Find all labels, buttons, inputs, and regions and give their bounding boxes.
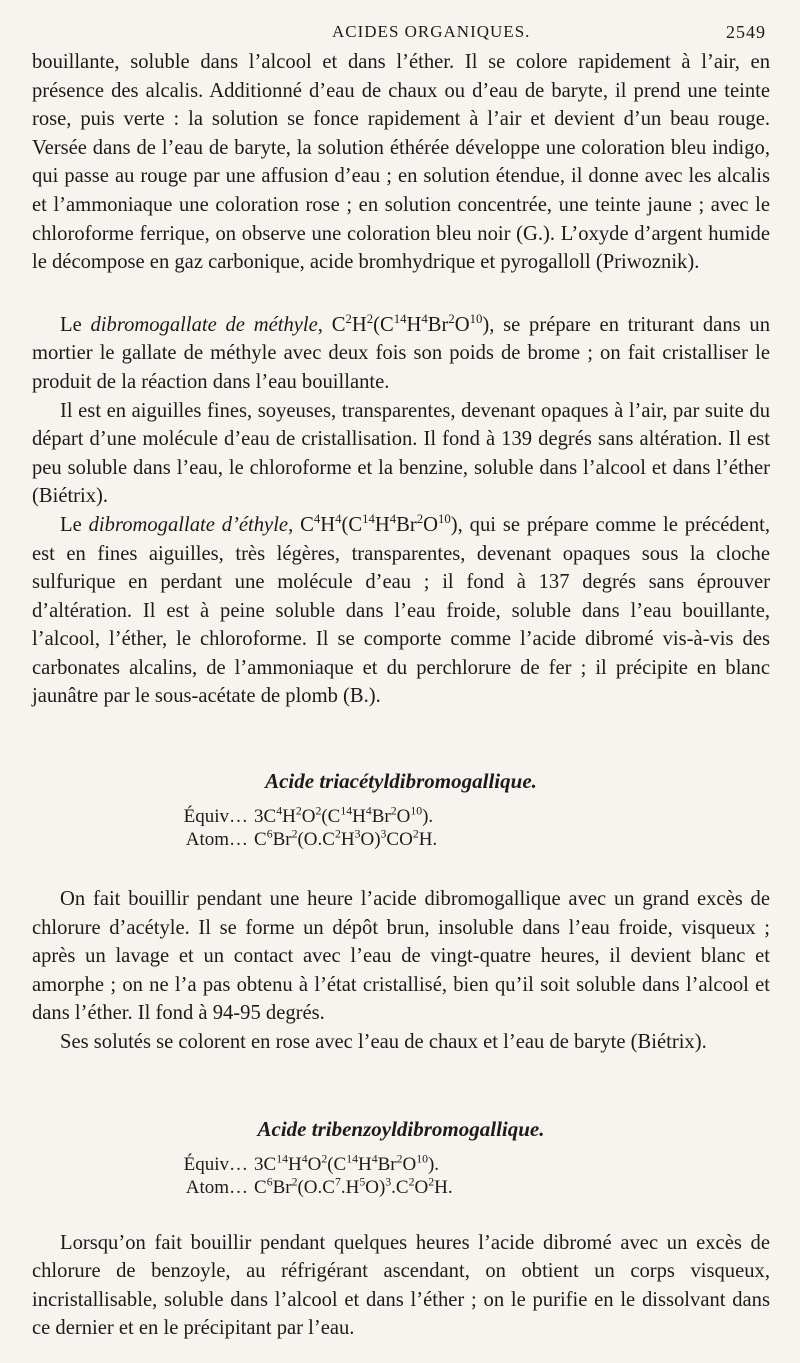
paragraph: Il est en aiguilles fines, soyeuses, transparentes, devenant opaques à l’air, par suite du départ d’une molécule d’eau de cristallisation. Il fond à 139 degrés sans altération. Il est peu soluble dans l’eau, le chloroforme et la benzine, soluble dans l’alcool et dans l’éther (Biétrix).	[32, 399, 770, 508]
compound-name: dibromogallate de méthyle	[90, 313, 318, 336]
paragraph: On fait bouillir pendant une heure l’acide dibromogallique avec un grand excès de chlorure d’acétyle. Il se forme un dépôt brun, insoluble dans l’eau froide, visqueux ; après un lavage et un contact avec l’eau de vingt-quatre heures, il devient blanc et amorphe ; on ne l’a pas obtenu à l’état cristallisé, bien qu’il soit soluble dans l’alcool et dans l’éther. Il fond à 94-95 degrés.	[32, 888, 770, 1025]
chemical-formula: $C^4H^4(C^{14}H^4Br^2O^{10})$	[300, 512, 458, 536]
formula-label: Atom…	[185, 1176, 248, 1198]
section-title: Acide tribenzoyldibromogallique.	[257, 1116, 545, 1141]
paragraph: bouillante, soluble dans l’alcool et dans l’éther. Il se colore rapidement à l’air, en présence des alcalis. Additionné d’eau de chaux ou d’eau de baryte, il prend une teinte rose, puis verte : la solution se fonce rapidement à l’air et devient d’un beau rouge. Versée dans de l’eau de baryte, la solution éthérée développe une coloration bleu indigo, qui passe au rouge par une affusion d’eau ; en solution étendue, il donne avec les alcalis et l’ammoniaque une coloration rose ; en solution concentrée, une teinte jaune ; avec le chloroforme ferrique, on observe une coloration bleu noir (G.). L’oxyde d’argent humide le décompose en gaz carbonique, acide bromhydrique et pyrogalloll (Priwoznik).	[32, 51, 770, 274]
chemical-formula: $3C^4H^2O^2(C^{14}H^4Br^2O^{10})$.	[254, 804, 434, 828]
running-title: ACIDES ORGANIQUES.	[332, 22, 531, 41]
formula-block	[32, 1153, 770, 1199]
section	[32, 1115, 770, 1199]
text-run: , se prépare en triturant dans un mortier le gallate de méthyle avec deux fois son poids de brome ; on fait cristalliser le produit de la réaction dans l’eau bouillante.	[32, 313, 771, 393]
running-header	[32, 18, 770, 48]
formula-row-equiv	[156, 1153, 770, 1176]
formula-row-atom	[156, 1176, 770, 1199]
text-run: , qui se prépare comme le précédent, est en fines aiguilles, très légères, transparentes, devenant opaques sous la cloche sulfurique en perdant une molécule d’eau ; il fond à 137 degrés sans éprouver d’altération. Il est à peine soluble dans l’eau froide, soluble dans l’eau bouillante, l’alcool, l’éther, le chloroforme. Il se comporte comme l’acide dibromé vis-à-vis des carbonates alcalins, de l’ammoniaque et du perchlorure de fer ; il précipite en blanc jaunâtre par le sous-acétate de plomb (B.).	[32, 513, 770, 708]
paragraph: Le dibromogallate d’éthyle, $C^4H^4(C^{14}H^4Br^2O^{10})$, qui se prépare comme le précédent, est en fines aiguilles, très légères, transparentes, devenant opaques sous la cloche sulfurique en perdant une molécule d’eau ; il fond à 137 degrés sans éprouver d’altération. Il est à peine soluble dans l’eau froide, soluble dans l’eau bouillante, l’alcool, l’éther, le chloroforme. Il se comporte comme l’acide dibromé vis-à-vis des carbonates alcalins, de l’ammoniaque et du perchlorure de fer ; il précipite en blanc jaunâtre par le sous-acétate de plomb (B.).	[32, 512, 770, 708]
paragraph: Ses solutés se colorent en rose avec l’eau de chaux et l’eau de baryte (Biétrix).	[60, 1031, 707, 1054]
text-run: Le	[60, 513, 89, 536]
formula-label: Équiv…	[183, 806, 248, 828]
formula-row-atom	[156, 828, 770, 851]
formula-label: Atom…	[185, 829, 248, 851]
section-title: Acide triacétyldibromogallique.	[265, 769, 537, 794]
chemical-formula: $C^6Br^2(O.C^2H^3O)^3CO^2H$.	[254, 827, 438, 851]
compound-name: dibromogallate d’éthyle	[88, 513, 289, 536]
chemical-formula: $C^2H^2(C^{14}H^4Br^2O^{10})$	[331, 311, 490, 336]
chemical-formula: $C^6Br^2(O.C^7.H^5O)^3.C^2O^2H$.	[254, 1175, 453, 1198]
formula-label: Équiv…	[183, 1153, 248, 1175]
paragraph: Lorsqu’on fait bouillir pendant quelques heures l’acide dibromé avec un excès de chlorure de benzoyle, au réfrigérant ascendant, on obtient un corps visqueux, incristallisable, soluble dans l’alcool et dans l’éther ; on le purifie en le dissolvant dans ce dernier et en le précipitant par l’eau.	[32, 1231, 770, 1340]
text-run: Le	[60, 313, 91, 336]
section	[32, 767, 770, 851]
formula-block	[32, 805, 770, 851]
paragraph: Le dibromogallate de méthyle, $C^2H^2(C^{14}H^4Br^2O^{10})$, se prépare en triturant dans un mortier le gallate de méthyle avec deux fois son poids de brome ; on fait cristalliser le produit de la réaction dans l’eau bouillante.	[32, 311, 771, 393]
page-number: 2549	[726, 22, 766, 42]
chemical-formula: $3C^{14}H^4O^2(C^{14}H^4Br^2O^{10})$.	[254, 1152, 440, 1175]
formula-row-equiv	[156, 805, 770, 828]
